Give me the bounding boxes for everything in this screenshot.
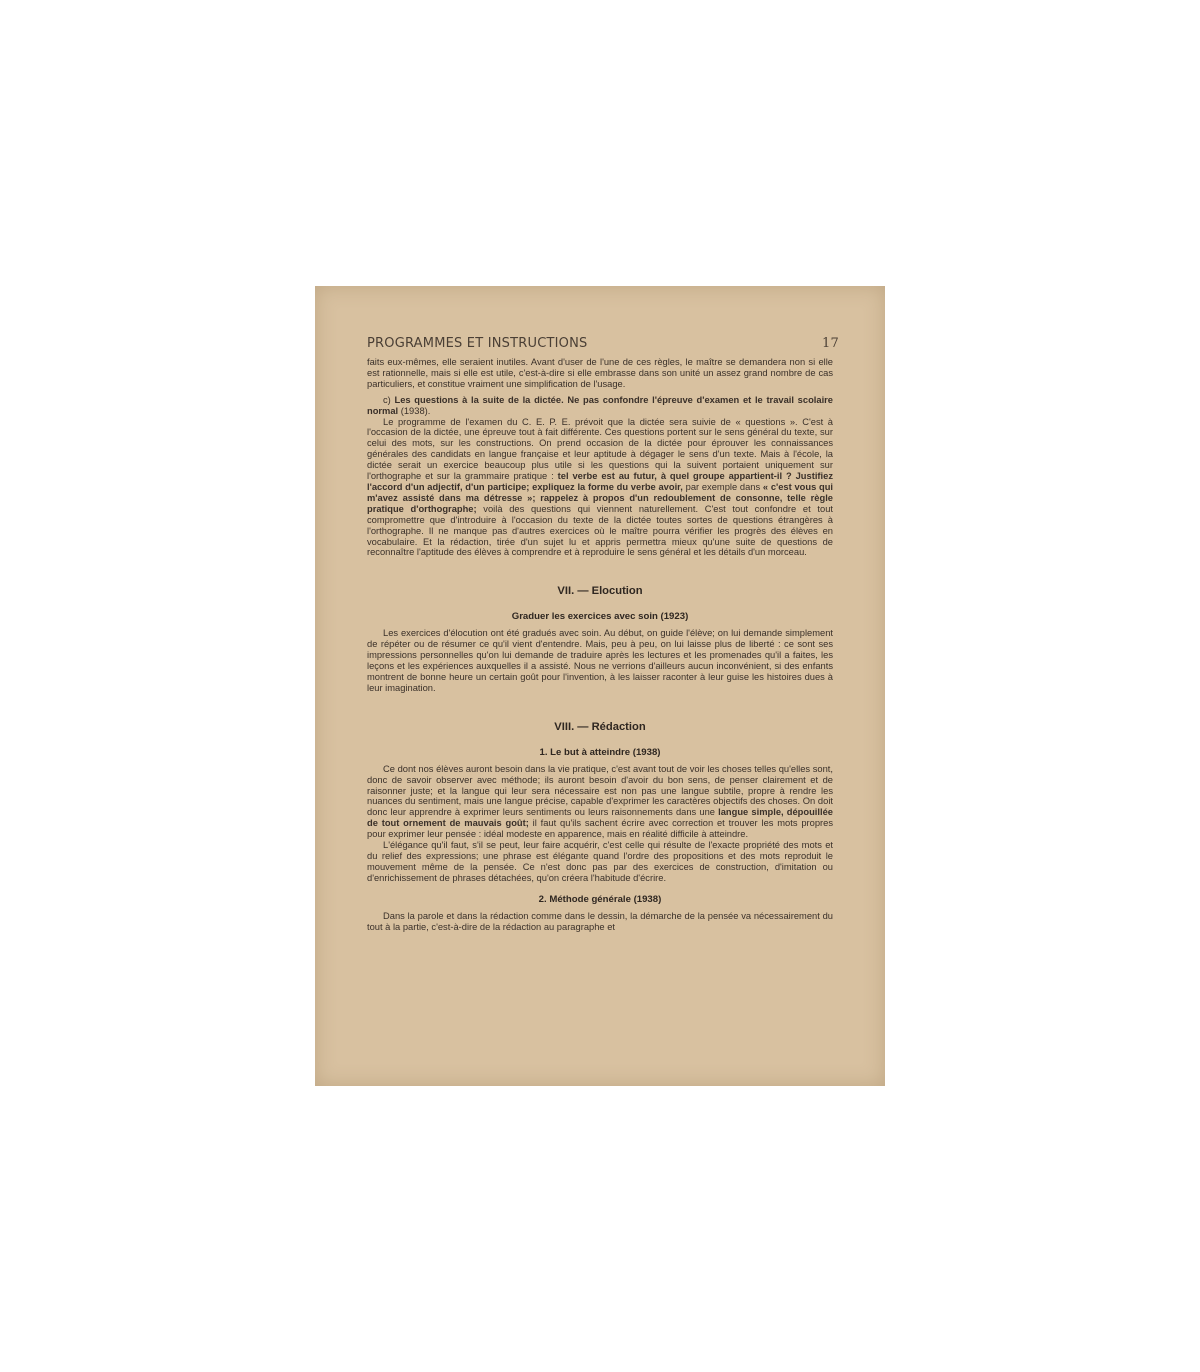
text-run: par exemple dans [682, 481, 763, 492]
bold-run: tel verbe est au futur, à quel groupe appartient-il ? Justifiez l'accord d'un adjectif, d'un participe; expliquez la forme du verbe avoir, [367, 471, 833, 492]
paragraph-questions-heading [367, 395, 833, 417]
page-number: 17 [822, 336, 839, 351]
bold-run: langue simple, dépouillée de tout ornement de mauvais goût; [367, 807, 833, 829]
paragraph-redaction-but [367, 764, 833, 840]
text-run: voilà des questions qui viennent naturellement. C'est tout confondre et tout compromettre que d'introduire à l'occasion du texte de la dictée toutes sortes de questions étrangères à l'orthographe. Il ne manque pas d'autres exercices où le maître pourra vérifier les progrès des élèves en vocabulaire. Et la rédaction, tirée d'un sujet lu et appris permettra mieux qu'une suite de questions de reconnaître l'aptitude des élèves à comprendre et à reproduire le sens général et les détails d'un morceau. [367, 503, 833, 558]
subsection-title-but: 1. Le but à atteindre (1938) [539, 746, 661, 758]
section-title-elocution: VII. — Elocution [557, 585, 643, 598]
text-run: Ce dont nos élèves auront besoin dans la vie pratique, c'est avant tout de voir les choses telles qu'elles sont, donc de savoir observer avec méthode; ils auront besoin d'avoir du bon sens, de penser clairement et de raisonner juste; et la langue qui leur sera nécessaire est non pas une langue subtile, propre à rendre les nuances du sentiment, mais une langue précise, capable d'exprimer les caractères objectifs des choses. On doit donc leur apprendre à exprimer leurs sentiments ou leurs raisonnements dans une [367, 763, 833, 818]
paragraph-elocution: Les exercices d'élocution ont été gradués avec soin. Au début, on guide l'élève; on lui demande simplement de répéter ou de résumer ce qu'il vient d'entendre. Mais, peu à peu, on lui laisse plus de liberté : ce sont ses impressions personnelles qu'on lui demande de traduire après les lectures et les promenades qu'il a faites, les leçons et les expériences auxquelles il a assisté. Nous ne verrions d'ailleurs aucun inconvénient, si des enfants montrent de bonne heure un certain goût pour l'invention, à les laisser raconter à leur guise les histoires dues à leur imagination. [367, 628, 833, 693]
paragraph-rules-continued: faits eux-mêmes, elle seraient inutiles. Avant d'user de l'une de ces règles, le maître se demandera non si elle est rationnelle, mais si elle est utile, c'est-à-dire si elle embrasse dans son unité un assez grand nombre de cas particuliers, et constitue vraiment une simplification de l'usage. [367, 357, 833, 389]
item-heading: Les questions à la suite de la dictée. Ne pas confondre l'épreuve d'examen et le travail scolaire normal [367, 394, 833, 416]
text-run: il faut qu'ils sachent écrire avec correction et trouver les mots propres pour exprimer leur pensée : idéal modeste en apparence, mais en réalité difficile à atteindre. [367, 818, 833, 840]
running-title: PROGRAMMES ET INSTRUCTIONS [367, 336, 588, 351]
subsection-title-methode: 2. Méthode générale (1938) [538, 893, 662, 905]
paragraph-methode: Dans la parole et dans la rédaction comme dans le dessin, la démarche de la pensée va nécessairement du tout à la partie, c'est-à-dire de la rédaction au paragraphe et [367, 910, 833, 932]
page-header [367, 336, 839, 351]
paragraph-questions-body [367, 417, 833, 559]
text-run: Le programme de l'examen du C. E. P. E. prévoit que la dictée sera suivie de « questions ». C'est à l'occasion de la dictée, une épreuve tout à fait différente. Ces questions portent sur le sens général du texte, sur celui des mots, sur les constructions. On prend occasion de la dictée pour éprouver les connaissances générales des candidats en langue française et leur aptitude à dégager le sens d'un texte. Mais à l'école, la dictée serait un exercice beaucoup plus utile si les questions qui la suivent portaient uniquement sur l'orthographe et sur la grammaire pratique : [367, 416, 833, 482]
bold-run: « c'est vous qui m'avez assisté dans ma détresse »; rappelez à propos d'un redoublement de consonne, telle règle pratique d'orthographe; [367, 481, 834, 514]
item-label: c) [383, 394, 395, 405]
item-year: (1938). [398, 405, 431, 416]
subsection-title-graduer: Graduer les exercices avec soin (1923) [511, 611, 689, 623]
book-page [315, 286, 885, 1086]
section-title-redaction: VIII. — Rédaction [554, 720, 646, 733]
paragraph-elegance: L'élégance qu'il faut, s'il se peut, leur faire acquérir, c'est celle qui résulte de l'exacte propriété des mots et du relief des expressions; une phrase est élégante quand l'ordre des propositions et des mots reproduit le mouvement même de la pensée. Ce n'est donc pas par des exercices de construction, d'imitation ou d'enrichissement de phrases détachées, qu'on créera l'habitude d'écrire. [367, 840, 833, 883]
